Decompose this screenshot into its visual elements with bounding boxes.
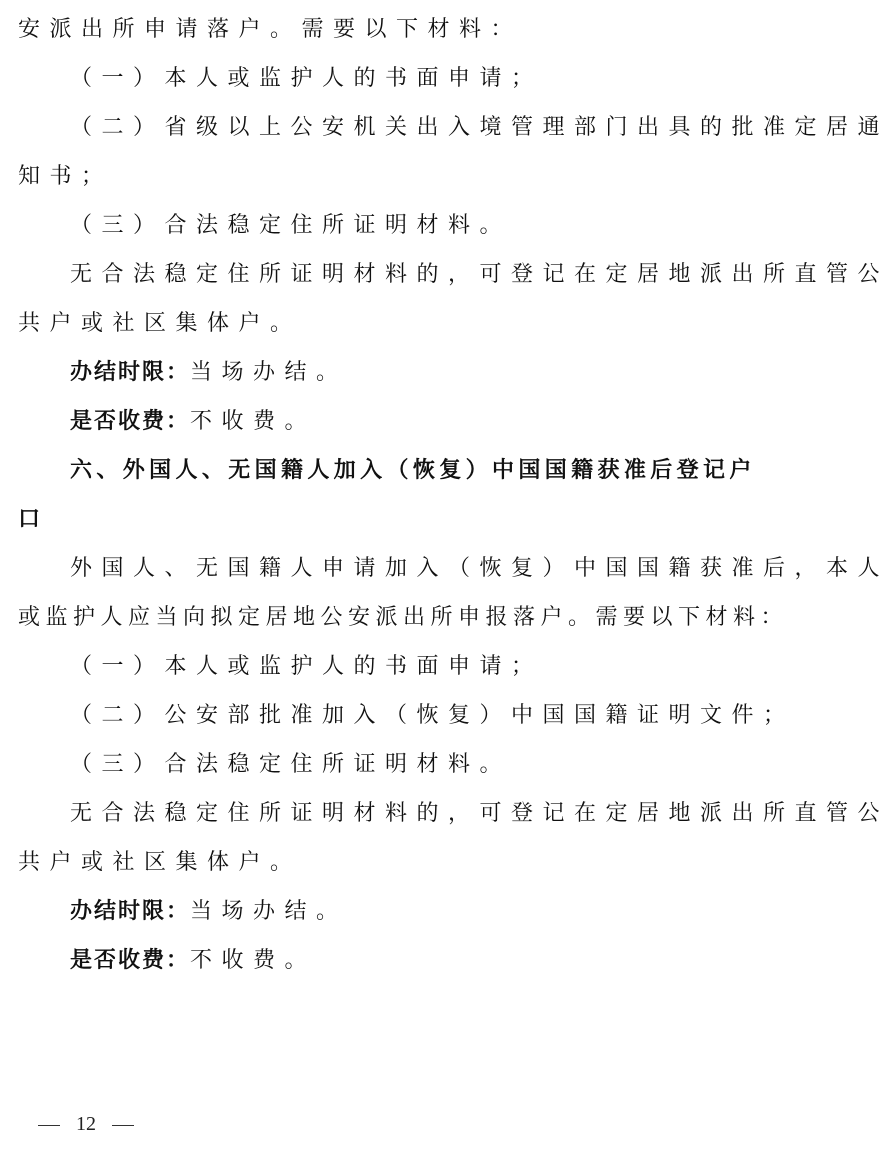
fee-line: [70, 948, 753, 974]
processing-time-value: 当场办结。: [190, 899, 348, 924]
paragraph-line: （一）本人或监护人的书面申请；: [70, 654, 543, 679]
fee-line: [70, 409, 753, 435]
paragraph-line: （三）合法稳定住所证明材料。: [70, 213, 512, 238]
paragraph-line: （二）公安部批准加入（恢复）中国国籍证明文件；: [70, 703, 795, 728]
processing-time-label: 办结时限：: [70, 899, 191, 924]
paragraph-line: 共户或社区集体户。: [18, 311, 302, 336]
paragraph-line: 或监护人应当向拟定居地公安派出所申报落户。需要以下材料：: [18, 605, 789, 630]
paragraph-line: 知书；: [18, 164, 113, 189]
paragraph-line: 安派出所申请落户。需要以下材料：: [18, 17, 523, 42]
fee-value: 不收费。: [190, 948, 317, 973]
section-heading-continued: 口: [18, 507, 42, 532]
footer-dash-left: [38, 1125, 60, 1126]
processing-time-line: [70, 899, 753, 925]
page-number: 12: [76, 1113, 96, 1135]
fee-label: 是否收费：: [70, 409, 191, 434]
paragraph-line: （二）省级以上公安机关出入境管理部门出具的批准定居通: [70, 115, 889, 140]
paragraph-line: 无合法稳定住所证明材料的，可登记在定居地派出所直管公: [70, 801, 889, 826]
section-heading: 六、外国人、无国籍人加入（恢复）中国国籍获准后登记户: [70, 458, 753, 483]
fee-label: 是否收费：: [70, 948, 191, 973]
fee-value: 不收费。: [190, 409, 317, 434]
paragraph-line: 共户或社区集体户。: [18, 850, 302, 875]
paragraph-line: 无合法稳定住所证明材料的，可登记在定居地派出所直管公: [70, 262, 889, 287]
page-footer: [38, 1113, 134, 1135]
footer-dash-right: [112, 1125, 134, 1126]
processing-time-label: 办结时限：: [70, 360, 191, 385]
processing-time-value: 当场办结。: [190, 360, 348, 385]
processing-time-line: [70, 360, 753, 386]
paragraph-line: （三）合法稳定住所证明材料。: [70, 752, 512, 777]
paragraph-line: （一）本人或监护人的书面申请；: [70, 66, 543, 91]
paragraph-line: 外国人、无国籍人申请加入（恢复）中国国籍获准后，本人: [70, 556, 889, 581]
